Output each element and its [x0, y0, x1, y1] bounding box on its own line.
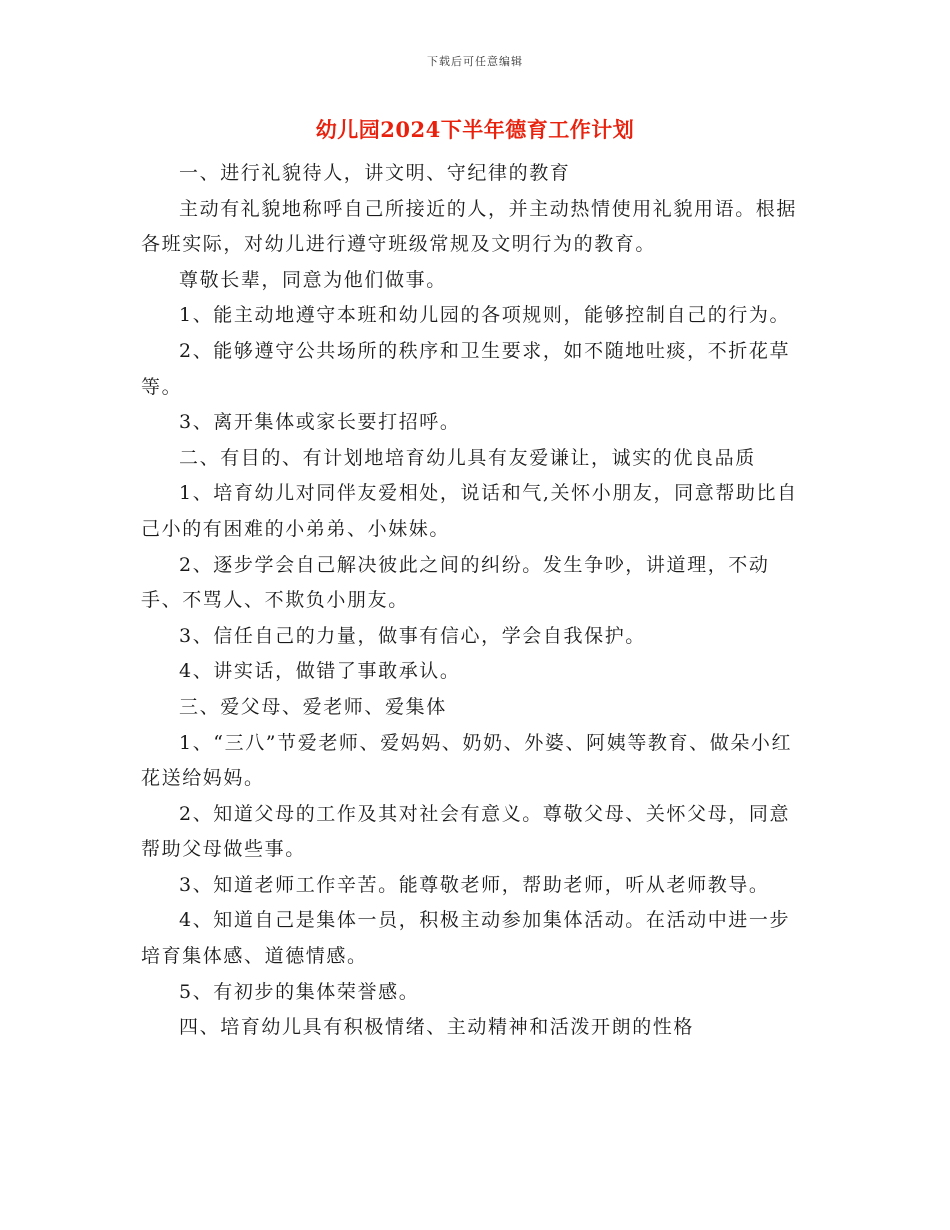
page-header-note: 下载后可任意编辑	[427, 55, 523, 68]
list-item: 1、“三八”节爱老师、爱妈妈、奶奶、外婆、阿姨等教育、做朵小红花送给妈妈。	[141, 731, 793, 790]
document-title: 幼儿园2024下半年德育工作计划	[315, 117, 635, 142]
paragraph: 尊敬长辈，同意为他们做事。	[179, 268, 447, 291]
list-item: 4、知道自己是集体一员，积极主动参加集体活动。在活动中进一步培育集体感、道德情感。	[141, 909, 791, 968]
list-item: 2、逐步学会自己解决彼此之间的纠纷。发生争吵，讲道理，不动手、不骂人、不欺负小朋友。	[141, 553, 770, 612]
list-item: 2、知道父母的工作及其对社会有意义。尊敬父母、关怀父母，同意帮助父母做些事。	[141, 802, 791, 861]
section-heading-4: 四、培育幼儿具有积极情绪、主动精神和活泼开朗的性格	[179, 1016, 695, 1039]
list-item: 2、能够遵守公共场所的秩序和卫生要求，如不随地吐痰，不折花草等。	[141, 339, 791, 398]
section-heading-2: 二、有目的、有计划地培育幼儿具有友爱谦让，诚实的优良品质	[179, 446, 756, 469]
section-heading-3: 三、爱父母、爱老师、爱集体	[179, 695, 447, 718]
list-item: 3、离开集体或家长要打招呼。	[179, 411, 461, 434]
list-item: 1、培育幼儿对同伴友爱相处，说话和气,关怀小朋友，同意帮助比自己小的有困难的小弟弟、小妹妹。	[141, 482, 798, 540]
list-item: 1、能主动地遵守本班和幼儿园的各项规则，能够控制自己的行为。	[179, 304, 791, 327]
section-heading-1: 一、进行礼貌待人，讲文明、守纪律的教育	[179, 162, 571, 184]
list-item: 4、讲实话，做错了事敢承认。	[179, 660, 461, 683]
list-item: 3、知道老师工作辛苦。能尊敬老师，帮助老师，听从老师教导。	[179, 873, 770, 896]
list-item: 5、有初步的集体荣誉感。	[179, 980, 420, 1003]
paragraph: 主动有礼貌地称呼自己所接近的人，并主动热情使用礼貌用语。根据各班实际，对幼儿进行遵守班级常规及文明行为的教育。	[141, 197, 798, 256]
list-item: 3、信任自己的力量，做事有信心，学会自我保护。	[179, 624, 646, 647]
document-body	[141, 156, 809, 1046]
